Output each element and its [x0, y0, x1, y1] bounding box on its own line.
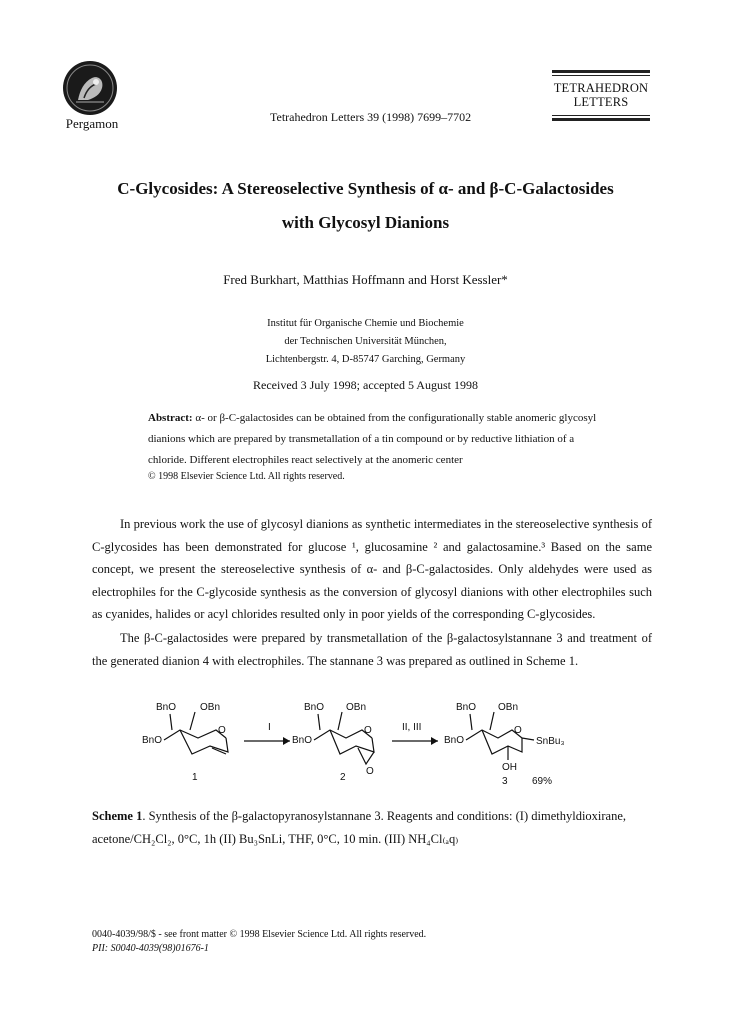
reaction-arrow-1: [244, 722, 290, 745]
abstract-copyright: © 1998 Elsevier Science Ltd. All rights reserved.: [148, 471, 345, 482]
reaction-arrow-2: [392, 722, 438, 745]
publisher-name: Pergamon: [65, 116, 119, 131]
c1-bno-top: BnO: [156, 702, 177, 713]
received-date: Received 3 July 1998; accepted 5 August 1998: [253, 378, 478, 392]
c3-bno-top: BnO: [456, 702, 477, 713]
paper-title-line2: with Glycosyl Dianions: [281, 213, 450, 232]
c3-snbu3: SnBu₃: [536, 736, 565, 747]
abstract-label: Abstract:: [148, 412, 193, 424]
c2-ring-o: O: [364, 725, 372, 736]
abstract: [148, 408, 598, 485]
c1-bno-left: BnO: [142, 735, 163, 746]
footer: [92, 928, 426, 956]
reagent-2-label: II, III: [402, 722, 422, 733]
c2-epoxide-o: O: [366, 766, 374, 777]
journal-name-line1: TETRAHEDRON: [553, 81, 649, 95]
compound-1-structure: [142, 702, 228, 783]
affiliation-line2: der Technischen Universität München,: [284, 336, 447, 347]
c3-obn-top: OBn: [498, 702, 519, 713]
affiliation-line3: Lichtenbergstr. 4, D-85747 Garching, Germany: [265, 354, 466, 365]
publisher-logo: [62, 60, 118, 116]
journal-name-line2: LETTERS: [573, 95, 629, 109]
affiliation: [60, 315, 671, 369]
c2-obn-top: OBn: [346, 702, 367, 713]
bottom-rule-thin: [552, 115, 650, 116]
c3-oh: OH: [502, 762, 517, 773]
paper-title: [60, 172, 671, 240]
compound-2-label: 2: [340, 772, 346, 783]
footer-pii: PII: S0040-4039(98)01676-1: [92, 943, 209, 954]
abstract-text: α- or β-C-galactosides can be obtained from the configurationally stable anomeric glycosyl dianions which are prepared by transmetallation of a tin compound or by reductive lithiation of a chloride. Different electrophiles react selectively at the anomeric center: [148, 412, 597, 466]
c3-ring-o: O: [514, 725, 522, 736]
scheme-1-figure: [140, 690, 620, 790]
affiliation-line1: Institut für Organische Chemie und Biochemie: [267, 318, 464, 329]
body-paragraph-2: The β-C-galactosides were prepared by transmetallation of the β-galactosylstannane 3 and treatment of the generated dianion 4 with electrophiles. The stannane 3 was prepared as outlined in Scheme 1.: [92, 631, 652, 668]
bottom-rule-thick: [552, 118, 650, 121]
body-paragraph-1: In previous work the use of glycosyl dianions as synthetic intermediates in the stereoselective synthesis of C-glycosides has been demonstrated for glucose ¹, glucosamine ² and galactosamine.³ Based on the same concept, we present the stereoselective synthesis of α- and β-C-galactosides. Only aldehydes were used as electrophiles for the C-glycoside synthesis as the conversion of glycosyl dianions with other electrophiles such as cyanides, halides or acyl chlorides resulted only in poor yields of the corresponding C-glycosides.: [92, 517, 652, 622]
compound-1-label: 1: [192, 772, 198, 783]
journal-name-block: [552, 70, 650, 121]
c2-bno-left: BnO: [292, 735, 313, 746]
c1-obn-top: OBn: [200, 702, 221, 713]
authors: Fred Burkhart, Matthias Hoffmann and Horst Kessler*: [223, 272, 508, 287]
c3-bno-left: BnO: [444, 735, 465, 746]
paper-title-line1: C-Glycosides: A Stereoselective Synthesis of α- and β-C-Galactosides: [117, 179, 614, 198]
top-rule-thick: [552, 70, 650, 73]
compound-3-yield: 69%: [532, 776, 553, 787]
footer-line1: 0040-4039/98/$ - see front matter © 1998 Elsevier Science Ltd. All rights reserved.: [92, 929, 427, 940]
journal-name: [552, 76, 650, 115]
compound-2-structure: [292, 702, 374, 783]
compound-3-label: 3: [502, 776, 508, 787]
scheme-caption-label: Scheme 1: [92, 809, 143, 823]
publisher-tree-logo-icon: [62, 60, 118, 116]
journal-citation: Tetrahedron Letters 39 (1998) 7699–7702: [270, 110, 472, 124]
scheme-1-drawing: [140, 690, 620, 790]
reagent-1-label: I: [268, 722, 271, 733]
c2-bno-top: BnO: [304, 702, 325, 713]
scheme-caption-text: . Synthesis of the β-galactopyranosylstannane 3. Reagents and conditions: (I) dimethyldioxirane, acetone/CH₂Cl₂, 0°C, 1h (II) Bu₃SnLi, THF, 0°C, 10 min. (III) NH₄Cl₍ₐq₎: [92, 809, 627, 846]
c1-ring-o: O: [218, 725, 226, 736]
scheme-1-caption: [92, 805, 652, 850]
compound-3-structure: [444, 702, 565, 787]
